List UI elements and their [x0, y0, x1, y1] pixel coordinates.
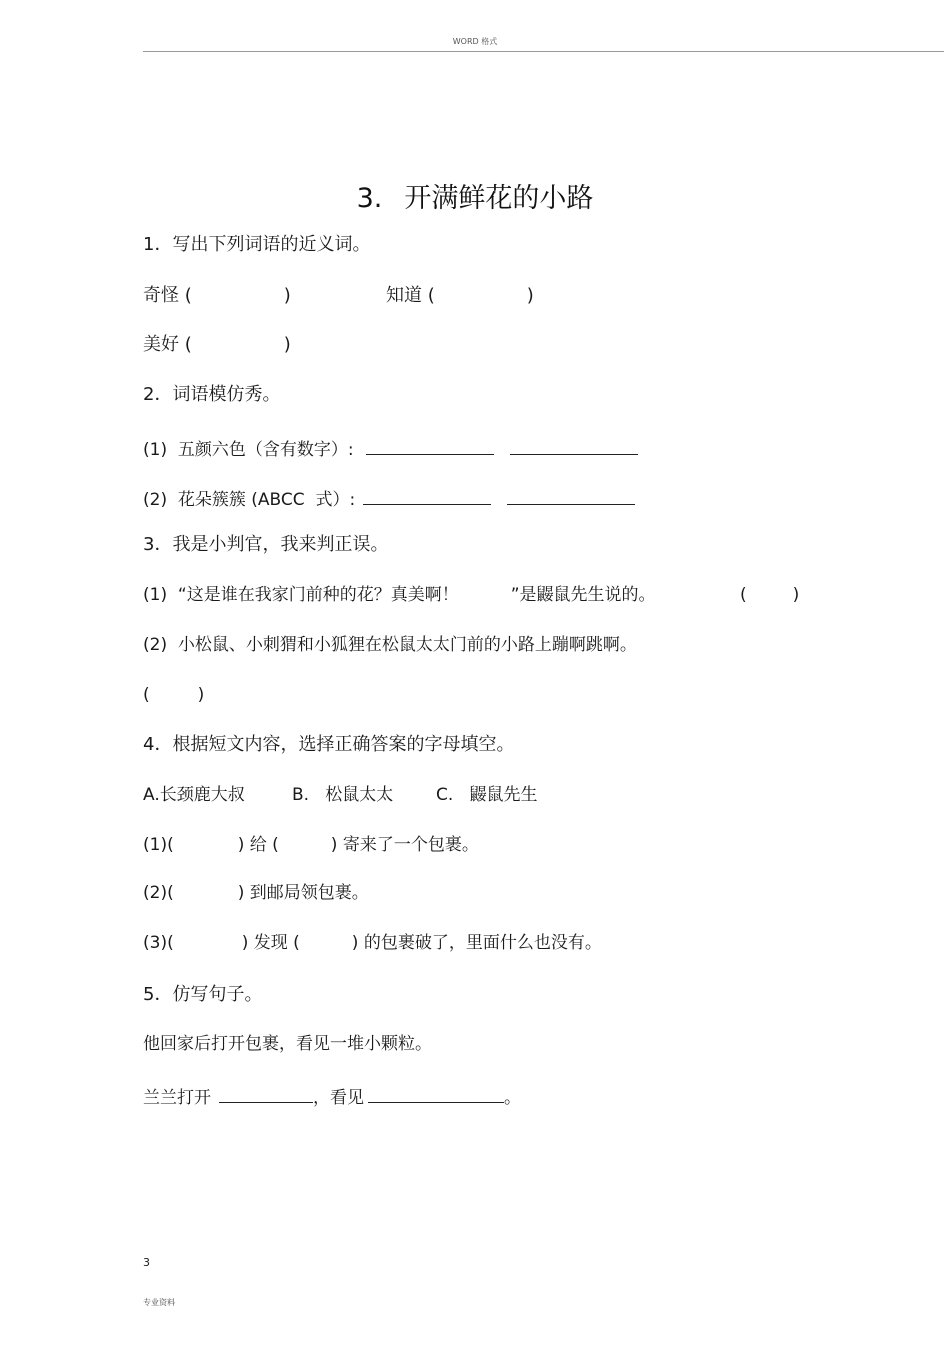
q4-sentence-2: (2)( ) 到邮局领包裹。 — [143, 883, 369, 903]
answer-blank[interactable] — [507, 487, 635, 505]
q2-heading: 2．词语模仿秀。 — [143, 384, 281, 405]
answer-blank[interactable] — [363, 487, 491, 505]
title-text: 开满鲜花的小路 — [404, 183, 594, 214]
q4-option-a: A.长颈鹿大叔 — [143, 785, 245, 805]
page-footer: 专业资料 — [143, 1298, 175, 1307]
q4-heading: 4．根据短文内容，选择正确答案的字母填空。 — [143, 734, 515, 755]
q4-sentence-3: (3)( ) 发现 ( ) 的包裹破了，里面什么也没有。 — [143, 933, 602, 953]
page-header: WORD 格式 — [452, 37, 498, 46]
answer-blank[interactable] — [368, 1085, 504, 1103]
q3-item-2: (2) 小松鼠、小刺猬和小狐狸在松鼠太太门前的小路上蹦啊跳啊。 — [143, 635, 637, 655]
header-rule — [143, 51, 944, 52]
q5-example: 他回家后打开包裹，看见一堆小颗粒。 — [143, 1034, 432, 1054]
q1-heading: 1．写出下列词语的近义词。 — [143, 234, 371, 255]
answer-blank[interactable] — [510, 437, 638, 455]
q3-item-2-answer[interactable]: ( ) — [143, 685, 205, 705]
q4-option-c: C. 鼹鼠先生 — [436, 785, 538, 805]
q2-item-2: (2) 花朵簇簇 (ABCC 式）: — [143, 487, 635, 509]
q5-practice: 兰兰打开 ，看见 。 — [143, 1085, 521, 1107]
q2-item-1: (1) 五颜六色（含有数字）: — [143, 437, 638, 459]
q4-sentence-1: (1)( ) 给 ( ) 寄来了一个包裹。 — [143, 835, 479, 855]
q1-word-meihao: 美好 ( ) — [143, 334, 291, 355]
answer-blank[interactable] — [366, 437, 494, 455]
q3-item-1-answer[interactable]: ( ) — [740, 585, 800, 605]
q4-option-b: B. 松鼠太太 — [292, 785, 394, 805]
q3-item-1: (1) “这是谁在我家门前种的花？真美啊！ ”是鼹鼠先生说的。 — [143, 585, 656, 605]
answer-blank[interactable] — [219, 1085, 313, 1103]
page-number: 3 — [143, 1256, 150, 1269]
q1-word-zhidao: 知道 ( ) — [386, 285, 534, 306]
q5-heading: 5．仿写句子。 — [143, 984, 263, 1005]
q3-heading: 3．我是小判官，我来判正误。 — [143, 534, 389, 555]
title-number: 3. — [356, 183, 383, 214]
q1-word-guaiguai: 奇怪 ( ) — [143, 285, 291, 306]
page-title — [0, 185, 950, 212]
